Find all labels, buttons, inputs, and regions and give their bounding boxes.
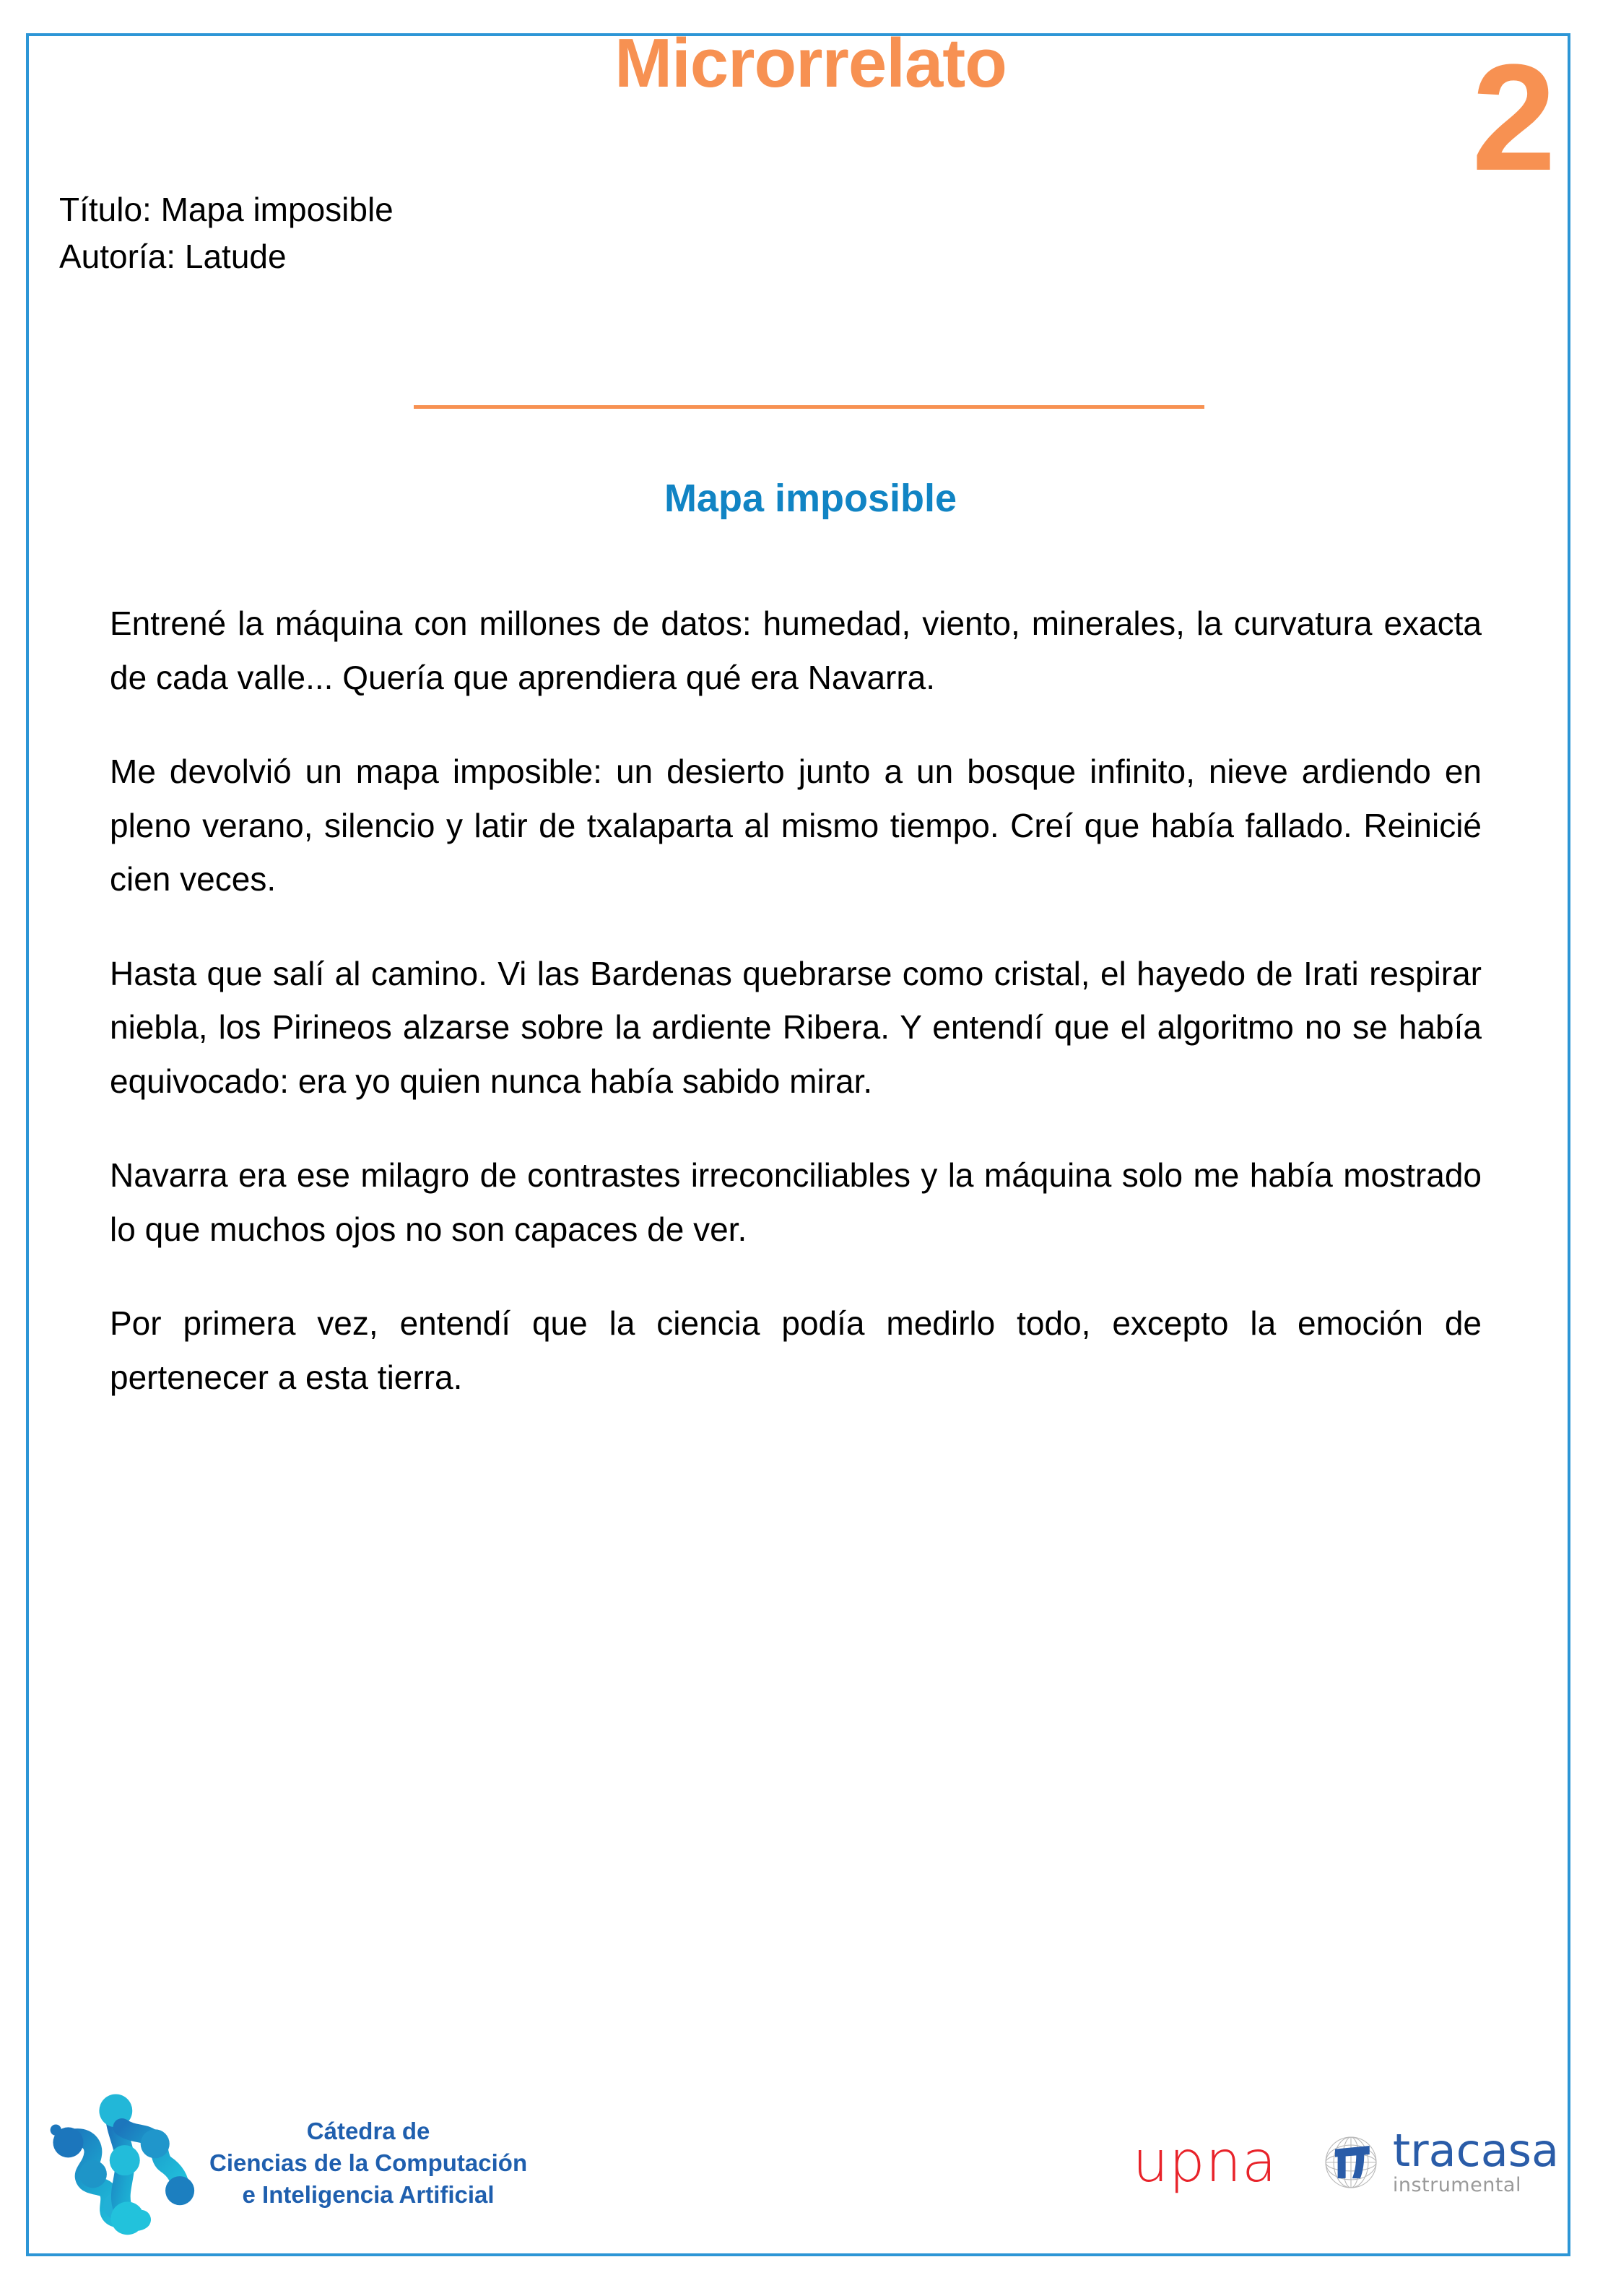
metadata-title-line: Título: Mapa imposible — [59, 191, 394, 228]
story-paragraph: Navarra era ese milagro de contrastes irreconciliables y la máquina solo me había mostrado lo que muchos ojos no son capaces de ver. — [110, 1156, 1482, 1248]
page-number-badge: 2 — [1472, 33, 1556, 202]
catedra-line-2: Ciencias de la Computación — [209, 2149, 528, 2177]
tracasa-name: tracasa — [1392, 2124, 1559, 2178]
tracasa-tagline: instrumental — [1392, 2173, 1521, 2196]
upna-logo: upna — [1132, 2130, 1277, 2195]
catedra-line-1: Cátedra de — [306, 2118, 430, 2145]
page-title: Microrrelato — [614, 25, 1007, 102]
network-nodes-icon — [45, 2087, 196, 2239]
partner-logos — [1132, 2124, 1559, 2196]
story-body — [110, 597, 1482, 1404]
story-paragraph: Entrené la máquina con millones de datos: humedad, viento, minerales, la curvatura exacta de cada valle... Quería que aprendiera qué era Navarra. — [110, 605, 1482, 696]
catedra-logo — [45, 2087, 527, 2239]
grid-globe-icon — [1318, 2129, 1384, 2196]
story-paragraph: Me devolvió un mapa imposible: un desierto junto a un bosque infinito, nieve ardiendo en pleno verano, silencio y latir de txalaparta al mismo tiempo. Creí que había fallado. Reinicié cien veces. — [110, 753, 1482, 898]
page-footer — [0, 2073, 1621, 2261]
story-paragraph: Por primera vez, entendí que la ciencia podía medirlo todo, excepto la emoción de pertenecer a esta tierra. — [110, 1304, 1482, 1396]
story-paragraph: Hasta que salí al camino. Vi las Bardenas quebrarse como cristal, el hayedo de Irati respirar niebla, los Pirineos alzarse sobre la ardiente Ribera. Y entendí que el algoritmo no se había equivocado: era yo quien nunca había sabido mirar. — [110, 954, 1482, 1100]
story-subtitle: Mapa imposible — [664, 477, 957, 520]
tracasa-wordmark — [1392, 2124, 1559, 2196]
catedra-line-3: e Inteligencia Artificial — [242, 2180, 495, 2208]
catedra-logo-text — [209, 2115, 527, 2211]
metadata-author-line: Autoría: Latude — [59, 238, 287, 276]
orange-divider-rule — [414, 405, 1204, 409]
tracasa-logo — [1318, 2124, 1559, 2196]
story-metadata — [59, 186, 394, 281]
